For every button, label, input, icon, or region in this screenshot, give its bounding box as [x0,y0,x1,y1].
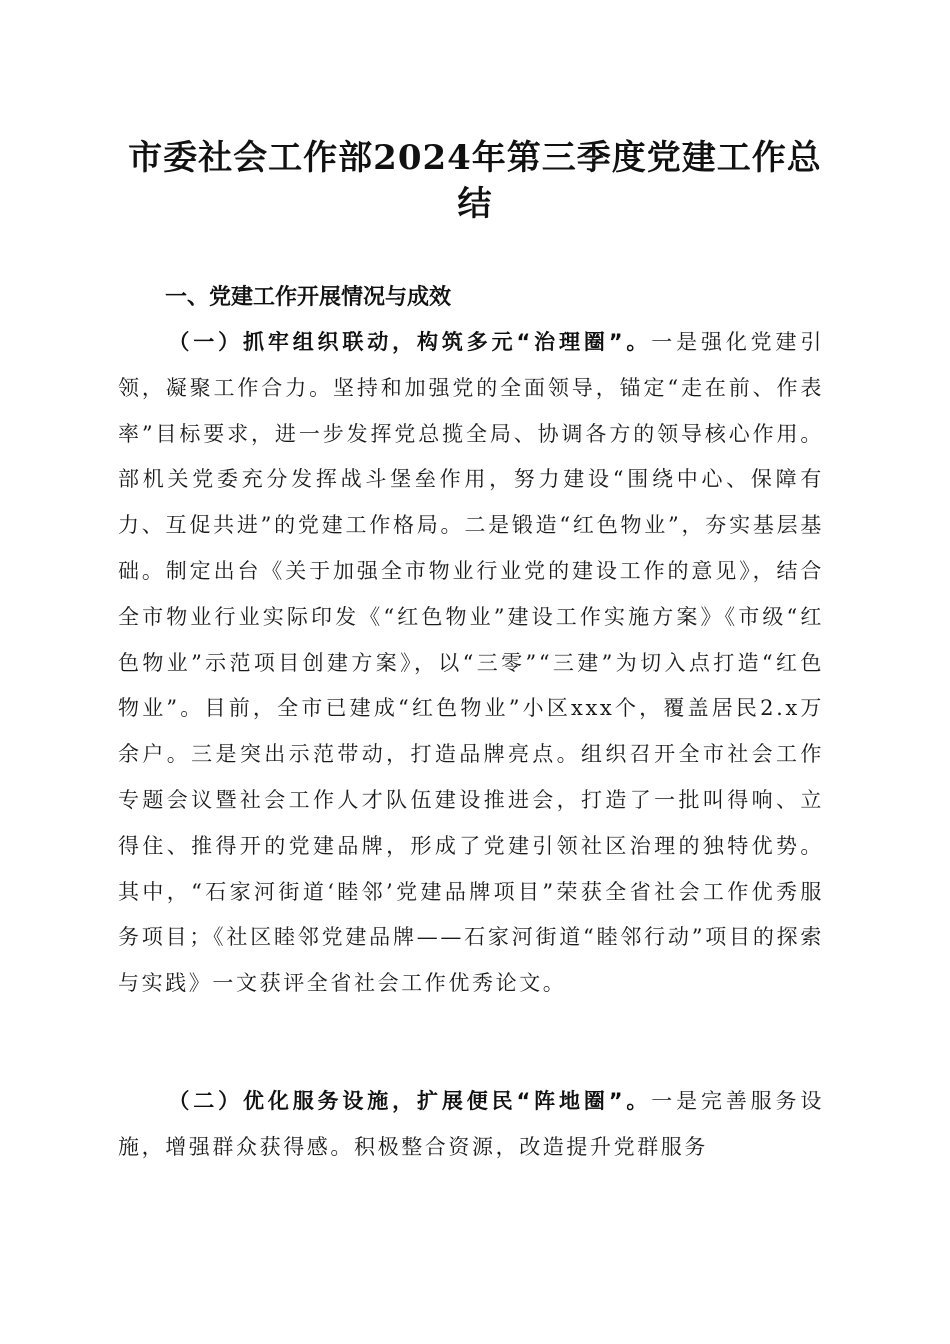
paragraph-subsection-2 [118,1079,824,1171]
subsection-2-body: 一是完善服务设施，增强群众获得感。积极整合资源，改造提升党群服务 [118,1089,825,1159]
subsection-1-body: 一是强化党建引领，凝聚工作合力。坚持和加强党的全面领导，锚定“走在前、作表率”目标要求，进一步发挥党总揽全局、协调各方的领导核心作用。部机关党委充分发挥战斗堡垒作用，努力建设“围绕中心、保障有力、互促共进”的党建工作格局。二是锻造“红色物业”，夯实基层基础。制定出台《关于加强全市物业行业党的建设工作的意见》，结合全市物业行业实际印发《“红色物业”建设工作实施方案》《市级“红色物业”示范项目创建方案》，以“三零”“三建”为切入点打造“红色物业”。目前，全市已建成“红色物业”小区xxx个，覆盖居民2.x万余户。三是突出示范带动，打造品牌亮点。组织召开全市社会工作专题会议暨社会工作人才队伍建设推进会，打造了一批叫得响、立得住、推得开的党建品牌，形成了党建引领社区治理的独特优势。其中，“石家河街道‘睦邻’党建品牌项目”荣获全省社会工作优秀服务项目；《社区睦邻党建品牌——石家河街道“睦邻行动”项目的探索与实践》一文获评全省社会工作优秀论文。 [118,330,825,996]
subsection-1-lead: （一）抓牢组织联动，构筑多元“治理圈”。 [168,330,652,354]
paragraph-subsection-1 [118,320,824,1007]
subsection-2-lead: （二）优化服务设施，扩展便民“阵地圈”。 [168,1089,652,1113]
section-heading: 一、党建工作开展情况与成效 [165,285,452,310]
document-title: 市委社会工作部2024年第三季度党建工作总结 [128,138,822,224]
